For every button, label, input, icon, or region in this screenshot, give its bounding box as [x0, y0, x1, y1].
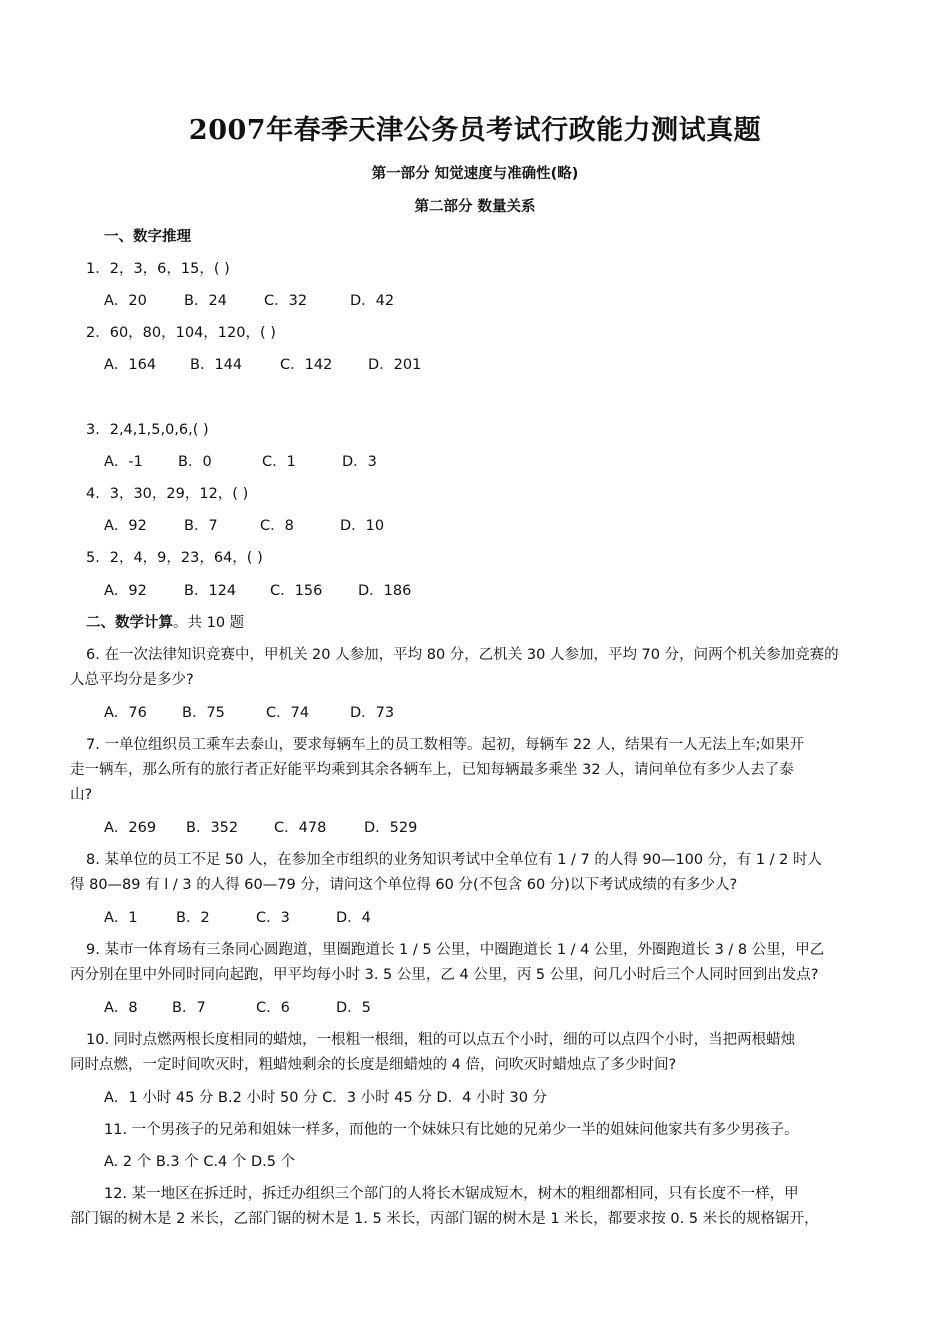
- question-8-line2: 得 80—89 有 l / 3 的人得 60—79 分，请问这个单位得 60 分(不包含 60 分)以下考试成绩的有多少人?: [70, 877, 738, 893]
- option: C．6: [256, 1000, 290, 1016]
- option: D．4: [336, 910, 371, 926]
- option: B．2: [176, 910, 210, 926]
- option: A．76: [104, 705, 147, 721]
- option: A．1: [104, 910, 138, 926]
- option: B．124: [184, 583, 237, 599]
- option: C．74: [266, 705, 310, 721]
- option: B．144: [190, 357, 243, 373]
- option: D．186: [358, 583, 412, 599]
- question-4: 4．3，30，29，12，( ): [86, 486, 249, 502]
- question-1: 1．2，3，6，15，( ): [86, 261, 230, 277]
- option: B．0: [178, 454, 212, 470]
- question-6-line1: 6. 在一次法律知识竞赛中，甲机关 20 人参加，平均 80 分，乙机关 30 人参加，平均 70 分，问两个机关参加竞赛的: [86, 647, 839, 663]
- option: D．529: [364, 820, 418, 836]
- question-7-options: [104, 818, 924, 838]
- option: C．8: [260, 518, 294, 534]
- option: D．201: [368, 357, 422, 373]
- section1-heading: 一、数字推理: [104, 229, 191, 245]
- option: C．3: [256, 910, 290, 926]
- question-9-options: [104, 998, 924, 1018]
- option: A．92: [104, 518, 147, 534]
- question-12-line2: 部门锯的树木是 2 米长，乙部门锯的树木是 1. 5 米长，丙部门锯的树木是 1 米长，都要求按 0. 5 米长的规格锯开，: [70, 1211, 819, 1227]
- part1-heading: 第一部分 知觉速度与准确性(略): [371, 166, 579, 182]
- question-1-options: [104, 291, 924, 311]
- option: A．164: [104, 357, 157, 373]
- section2-note: 。共 10 题: [173, 615, 245, 631]
- option: B．24: [184, 293, 227, 309]
- question-2: 2．60，80，104，120，( ): [86, 325, 276, 341]
- option: A．8: [104, 1000, 138, 1016]
- option: C．156: [270, 583, 323, 599]
- question-8-line1: 8. 某单位的员工不足 50 人，在参加全市组织的业务知识考试中全单位有 1 / 7 的人得 90—100 分，有 1 / 2 时人: [86, 852, 822, 868]
- question-9-line2: 丙分别在里中外同时同向起跑，甲平均每小时 3. 5 公里，乙 4 公里，丙 5 公里，问几小时后三个人同时回到出发点?: [70, 967, 819, 983]
- question-7-line3: 山?: [70, 787, 93, 803]
- question-2-options: [104, 355, 924, 375]
- option: D．3: [342, 454, 377, 470]
- question-9-line1: 9. 某市一体育场有三条同心圆跑道，里圈跑道长 1 / 5 公里，中圈跑道长 1 / 4 公里，外圈跑道长 3 / 8 公里，甲乙: [86, 942, 825, 958]
- option: A．92: [104, 583, 147, 599]
- document-title: 2007年春季天津公务员考试行政能力测试真题: [188, 115, 762, 146]
- option: C．32: [264, 293, 308, 309]
- option: A．269: [104, 820, 157, 836]
- question-10-line2: 同时点燃，一定时间吹灭时，粗蜡烛剩余的长度是细蜡烛的 4 倍，问吹灭时蜡烛点了多少时间?: [70, 1057, 677, 1073]
- section2-heading: [86, 613, 906, 633]
- option: D．10: [340, 518, 385, 534]
- question-5: 5．2，4，9，23，64，( ): [86, 550, 263, 566]
- option: A．20: [104, 293, 147, 309]
- option: D．73: [350, 705, 395, 721]
- question-8-options: [104, 908, 924, 928]
- question-7-line1: 7. 一单位组织员工乘车去泰山，要求每辆车上的员工数相等。起初，每辆车 22 人，结果有一人无法上车;如果开: [86, 737, 804, 753]
- question-12-line1: 12. 某一地区在拆迁时，拆迁办组织三个部门的人将长木锯成短木，树木的粗细都相同，只有长度不一样，甲: [104, 1186, 799, 1202]
- option: C．1: [262, 454, 296, 470]
- question-4-options: [104, 516, 924, 536]
- question-10-options: A．1 小时 45 分 B.2 小时 50 分 C．3 小时 45 分 D．4 小时 30 分: [104, 1090, 548, 1106]
- option: D．42: [350, 293, 395, 309]
- option: B．75: [182, 705, 225, 721]
- option: B．7: [172, 1000, 206, 1016]
- question-3: 3．2,4,1,5,0,6,( ): [86, 422, 209, 438]
- option: C．478: [274, 820, 327, 836]
- question-6-line2: 人总平均分是多少?: [70, 672, 194, 688]
- question-3-options: [104, 452, 924, 472]
- question-5-options: [104, 581, 924, 601]
- option: A．-1: [104, 454, 143, 470]
- option: C．142: [280, 357, 333, 373]
- option: B．352: [186, 820, 239, 836]
- question-6-options: [104, 703, 924, 723]
- part2-heading: 第二部分 数量关系: [414, 199, 536, 215]
- question-11-options: A. 2 个 B.3 个 C.4 个 D.5 个: [104, 1154, 296, 1170]
- option: B．7: [184, 518, 218, 534]
- question-7-line2: 走一辆车，那么所有的旅行者正好能平均乘到其余各辆车上，已知每辆最多乘坐 32 人，请问单位有多少人去了泰: [70, 762, 794, 778]
- option: D．5: [336, 1000, 371, 1016]
- question-11: 11. 一个男孩子的兄弟和姐妹一样多，而他的一个妹妹只有比她的兄弟少一半的姐妹问他家共有多少男孩子。: [104, 1122, 799, 1138]
- section2-title: 二、数学计算: [86, 615, 173, 631]
- question-10-line1: 10. 同时点燃两根长度相同的蜡烛，一根粗一根细，粗的可以点五个小时，细的可以点四个小时，当把两根蜡烛: [86, 1032, 796, 1048]
